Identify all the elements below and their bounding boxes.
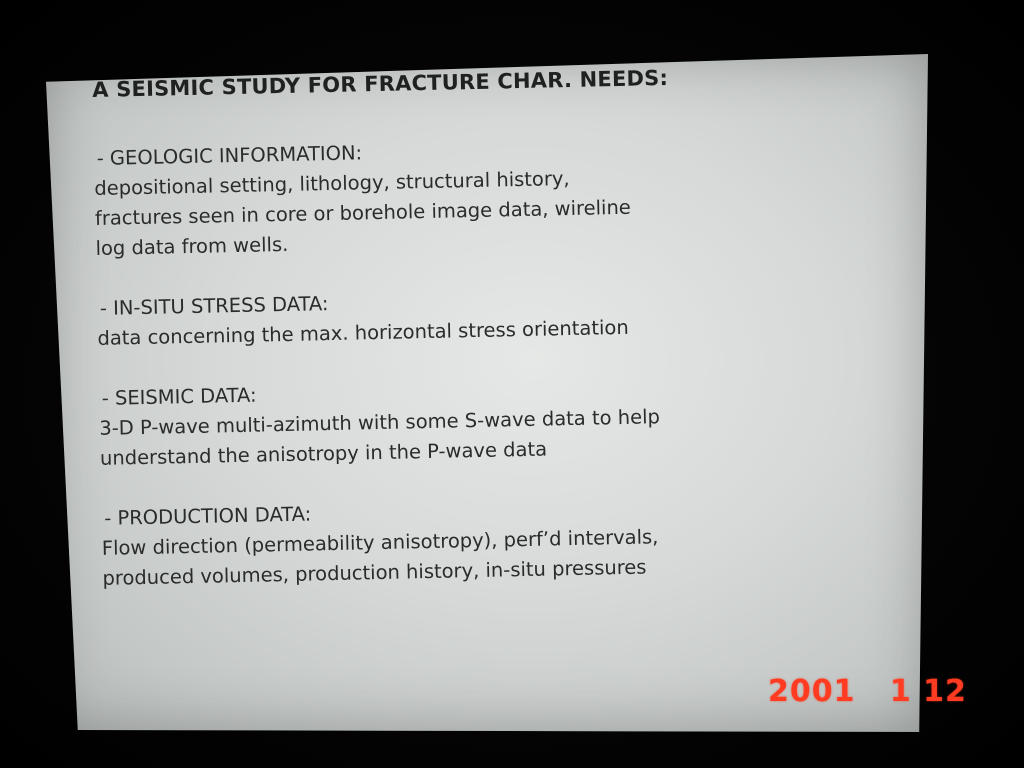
section-heading: - SEISMIC DATA:: [101, 383, 257, 410]
section-heading: - GEOLOGIC INFORMATION:: [96, 141, 363, 170]
section-line: fractures seen in core or borehole image data, wireline: [94, 195, 632, 230]
section-line: produced volumes, production history, in-situ pressures: [102, 555, 647, 590]
section-line: 3-D P-wave multi-azimuth with some S-wave data to help: [99, 405, 661, 440]
section-line: depositional setting, lithology, structural history,: [94, 167, 570, 200]
section-line: log data from wells.: [95, 232, 289, 260]
slide-title: A SEISMIC STUDY FOR FRACTURE CHAR. NEEDS:: [92, 65, 669, 102]
section-line: Flow direction (permeability anisotropy), perf’d intervals,: [101, 525, 659, 560]
section-line: understand the anisotropy in the P-wave data: [99, 437, 548, 470]
section-production-data: [101, 489, 823, 594]
section-line: data concerning the max. horizontal stress orientation: [97, 315, 629, 350]
camera-date-stamp: 2001 1 12: [768, 674, 967, 709]
section-heading: - IN-SITU STRESS DATA:: [99, 292, 329, 320]
section-geologic-information: [93, 129, 815, 264]
section-seismic-data: [98, 369, 820, 474]
section-heading: - PRODUCTION DATA:: [103, 502, 312, 530]
slide-content: [92, 63, 823, 624]
section-in-situ-stress-data: [97, 279, 818, 354]
